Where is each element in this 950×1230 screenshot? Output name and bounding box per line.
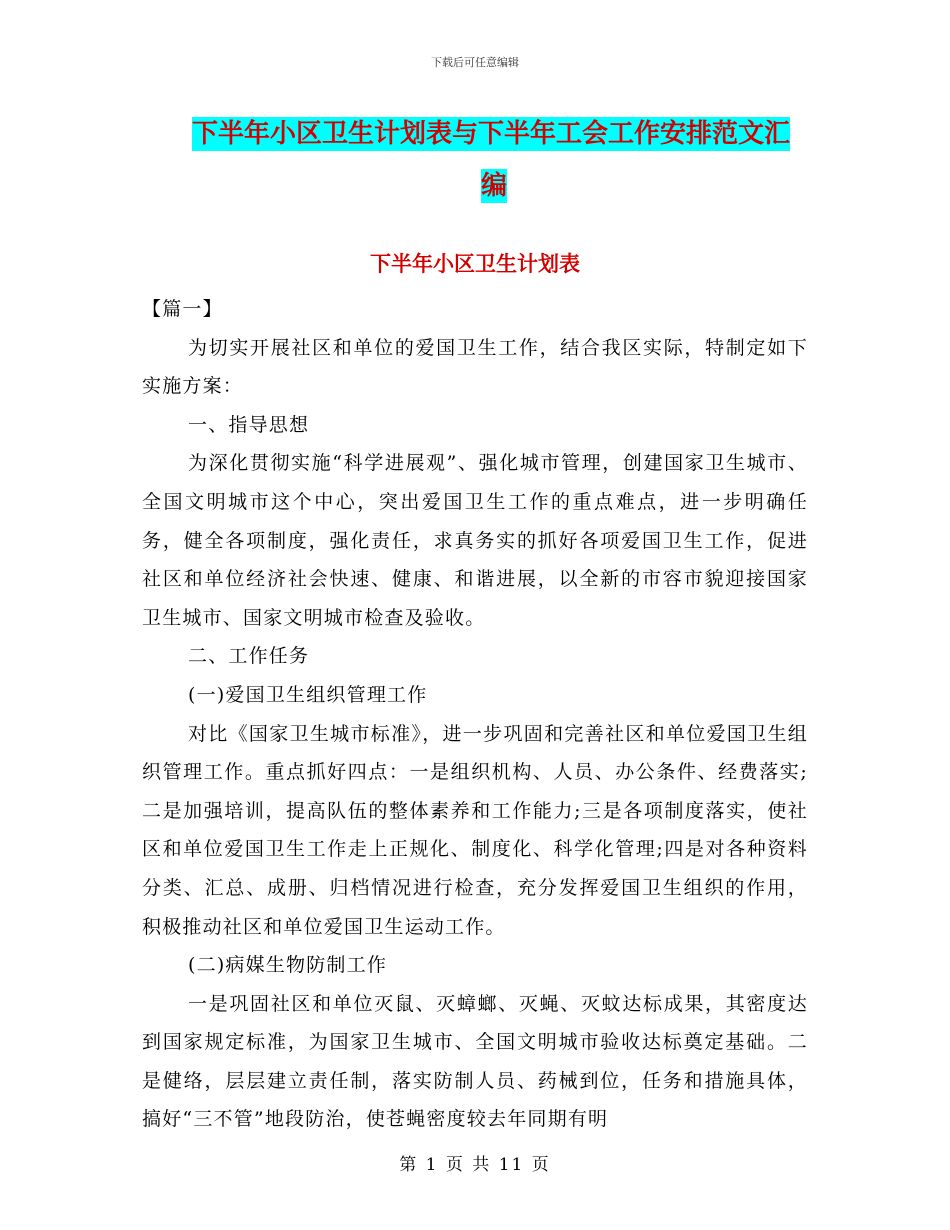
page-header: 下载后可任意编辑 [431, 56, 519, 69]
paragraph-subheading: (一)爱国卫生组织管理工作 [188, 683, 428, 706]
paragraph-heading: 一、指导思想 [188, 413, 310, 436]
title-line-1: 下半年小区卫生计划表与下半年工会工作安排范文汇 [192, 119, 791, 149]
paragraph: 为深化贯彻实施“科学进展观”、强化城市管理，创建国家卫生城市、全国文明城市这个中心，突出爱国卫生工作的重点难点，进一步明确任务，健全各项制度，强化责任，求真务实的抓好各项爱国卫生工作，促进社区和单位经济社会快速、健康、和谐进展，以全新的市容市貌迎接国家卫生城市、国家文明城市检查及验收。 [142, 452, 808, 629]
document-body [142, 290, 808, 1139]
paragraph: 为切实开展社区和单位的爱国卫生工作，结合我区实际，特制定如下实施方案： [142, 336, 808, 398]
paragraph-subheading: (二)病媒生物防制工作 [188, 954, 388, 977]
title-line-2: 编 [480, 171, 507, 201]
paragraph: 对比《国家卫生城市标准》，进一步巩固和完善社区和单位爱国卫生组织管理工作。重点抓好四点：一是组织机构、人员、办公条件、经费落实;二是加强培训，提高队伍的整体素养和工作能力;三是各项制度落实，使社区和单位爱国卫生工作走上正规化、制度化、科学化管理;四是对各种资料分类、汇总、成册、归档情况进行检查，充分发挥爱国卫生组织的作用，积极推动社区和单位爱国卫生运动工作。 [142, 722, 808, 938]
paragraph-heading: 二、工作任务 [188, 645, 310, 668]
document-title [192, 108, 812, 212]
page-footer: 第 1 页 共 11 页 [399, 1155, 551, 1175]
section-title: 下半年小区卫生计划表 [370, 252, 580, 276]
paragraph-part-heading: 【篇一】 [142, 298, 223, 320]
paragraph: 一是巩固社区和单位灭鼠、灭蟑螂、灭蝇、灭蚊达标成果，其密度达到国家规定标准，为国家卫生城市、全国文明城市验收达标奠定基础。二是健络，层层建立责任制，落实防制人员、药械到位，任务和措施具体，搞好“三不管”地段防治，使苍蝇密度较去年同期有明 [142, 992, 808, 1131]
